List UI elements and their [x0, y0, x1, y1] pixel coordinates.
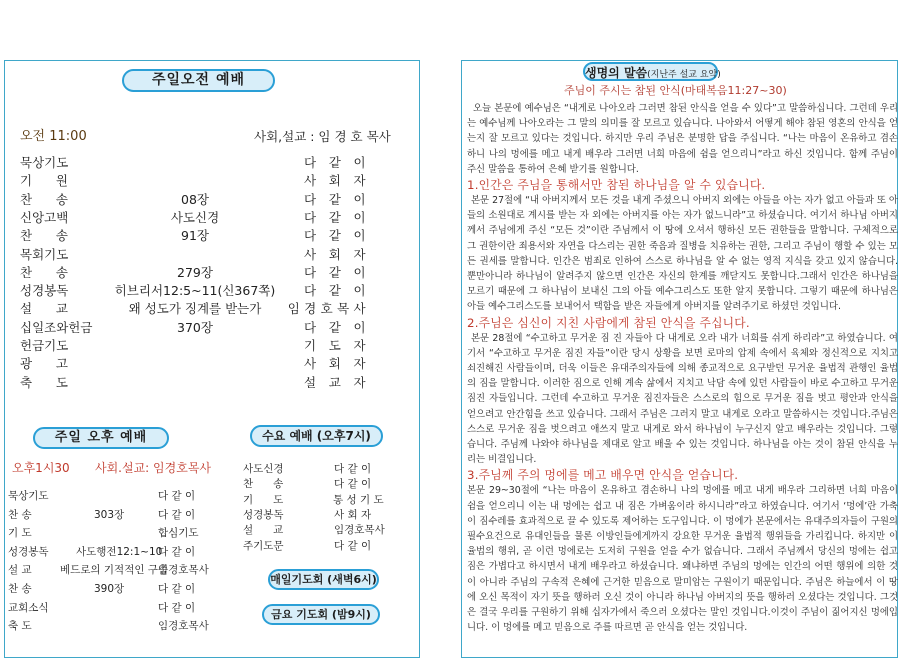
sermon-point-3-body: 본문 29~30절에 “나는 마음이 온유하고 겸손하니 나의 멍에를 메고 내게 배우라 그리하면 너희 마음이 쉼을 얻으리니 이는 내 멍에는 쉽고 내 짐은 가벼움이라 하시니라”라고 하였습니다. 여기서 ‘멍에’란 가축이 짐수레를 효과적으로 끌 수 있도록 제어하는 도구입니다. 이 멍에가 본문에서는 유대주의자들이 구원의 필수요건으로 유대인들을 물론 이방인들에게까지 강요한 무거운 율법적 행위들을 가리킵니다. 하지만 이 율법의 행위, 곧 이런 멍에로는 도저히 구원을 얻을 수가 없습니다. 그래서 주님께서 당신의 멍에는 쉽고 짐은 가볍다고 하시면서 내게 배우라고 하셨습니다. 왜냐하면 주님의 멍에는 인간의 어떤 행위에 의한 것이 아니라 주님의 구속적 은혜에 근거한 믿음으로 말미암는 구원이기 때문입니다. 주님은 하늘에서 이 땅에 오신 목적이 자기 뜻을 행하러 오신 것이 아니라 하나님 아버지의 뜻을 행하러 오셨다는 것입니다. 그것은 결국 우리를 구원하기 위해 십자가에서 죽으러 오셨다는 말인 것입니다.이것이 주님이 짊어지신 멍에입니다. 이 멍에를 메고 믿음으로 주를 따르면 곧 안식을 얻는 것입니다.: [467, 485, 898, 634]
order-person: 임경호목사: [158, 620, 209, 633]
order-item: 주기도문: [243, 539, 284, 552]
order-content: 370장: [177, 319, 213, 335]
order-content: 사도행전12:1~10: [76, 545, 163, 558]
order-content: 390장: [94, 583, 125, 595]
sermon-point-2-heading: 2.주님은 심신이 지친 사람에게 참된 안식을 주십니다.: [467, 315, 750, 330]
order-person: 다 같 이: [158, 545, 196, 558]
order-person: 다 같 이: [158, 583, 196, 595]
order-person: 설 교 자: [303, 374, 370, 390]
order-person: 다 같 이: [334, 463, 372, 475]
order-item: 설 교: [243, 524, 284, 537]
dawn-prayer-title: 매일기도회 (새벽6시): [268, 569, 379, 590]
order-person: 다 같 이: [158, 601, 196, 614]
order-item: 축 도: [20, 374, 68, 390]
order-person: 사 회 자: [303, 356, 370, 372]
order-item: 묵상기도: [8, 490, 49, 502]
sermon-title-main: 생명의 말씀: [585, 66, 648, 80]
wednesday-service-title: 수요 예배 (오후7시): [250, 425, 383, 447]
order-person: 다 같 이: [158, 490, 196, 502]
order-person: 임경호목사: [158, 564, 209, 577]
order-content: 303장: [94, 508, 125, 521]
sermon-point-1-body: 본문 27절에 “내 아버지께서 모든 것을 내게 주셨으니 아버지 외에는 아들을 아는 자가 없고 아들과 또 아들의 소원대로 계시를 받는 자 외에는 아버지를 아는 자가 없느니라”고 하셨습니다. 여기서 하나님 아버지께서 주님에게 주신 “모든 것”이란 주님께서 이 땅에 오셔서 행하신 모든 권한들을 말합니다. 구체적으로 그 권한이란 죄용서와 자연을 다스리는 권한 죽음과 질병을 치유하는 권한, 그리고 주님이 행할 수 있는 모든 권세를 말합니다. 인간은 범죄로 인하여 스스로 하나님을 알 수 없는 영적 지식을 갖고 있지 않습니다. 뿐만아니라 하나님이 알려주지 않으면 인간은 자신의 한계를 깨닫지도 못합니다.그래서 인간은 하나님을 모르기 때문에 그 하나님이 보내신 그의 아들 예수그리스도 또한 알지 못합니다. 그렇기 때문에 하나님은 아들 예수그리스도를 보내어서 택함을 받은 자들에게 아버지를 알려주기로 하셨던 것입니다.: [467, 195, 898, 313]
sermon-point-2-body: 본문 28절에 “수고하고 무거운 짐 진 자들아 다 내게로 오라 내가 너희를 쉬게 하리라”고 하였습니다. 여기서 “수고하고 무거운 짐진 자들”이란 당시 상황을 보면 로마의 압제 속에서 육체와 정신적으로 지치고 쇠진해진 사람들이며, 더욱 이들은 유대주의자들에 의해 종교적으로 요구받던 무거운 율법적 관행인 율법의 짐을 말합니다. 이러한 짐으로 인해 계속 삶에서 지치고 낙담 속에 있던 사람들이 바로 수고하고 무거운 짐진 자들입니다. 그런데 수고하고 무거운 짐진자들은 스스로의 힘으로 무거운 짐을 벗고 평안과 안식을 얻으려고 안간힘을 쓰고 있습니다. 그래서 주님은 그러지 말고 내게로 오라고 말씀하시는 것입니다.주님은 스스로 무거운 짐을 벗으려고 애쓰지 말고 내게로 와서 하나님이 누구신지 알고 배우라는 것입니다. 그렇습니다. 주님께 나와야 하나님을 제대로 알고 배울 수 있는 것입니다. 하나님을 아는 것이 참된 안식을 누리는 비결입니다.: [467, 332, 898, 466]
order-item: 찬 송: [20, 191, 68, 207]
order-item: 기 도: [243, 493, 284, 506]
order-person: 사 회 자: [303, 246, 370, 262]
afternoon-service-time: 오후1시30: [12, 461, 70, 475]
order-item: 십일조와헌금: [20, 319, 93, 335]
order-person: 통 성 기 도: [333, 493, 384, 506]
order-item: 신앙고백: [20, 209, 69, 225]
order-person: 사 회 자: [303, 173, 370, 189]
order-person: 임경호목사: [334, 524, 385, 537]
sermon-intro: 오늘 본문에 예수님은 “내게로 나아오라 그러면 참된 안식을 얻을 수 있다”고 말씀하십니다. 그런데 우리는 예수님께 나아오라는 그 말의 의미를 잘 모르고 있습니다. 나아와서 어떻게 해야 참된 영혼의 안식을 얻는지 잘 모르고 있다는 것입니다. 하지만 우리 주님은 분명한 답을 주십니다. “나는 마음이 온유하고 겸손하니 나의 멍에를 메고 내게 배우라 그러면 너희 마음에 쉼을 얻으리니”라고 하신 것입니다. 함께 주님이 주신 말씀을 통하여 은혜 받기를 원합니다.: [467, 103, 898, 175]
order-person: 기 도 자: [303, 338, 370, 353]
order-item: 찬 송: [243, 478, 284, 491]
afternoon-service-officiant: 사회.설교: 임경호목사: [95, 461, 212, 475]
order-item: 목회기도: [20, 246, 69, 262]
order-item: 광 고: [20, 356, 68, 372]
order-item: 교회소식: [8, 601, 49, 614]
sermon-point-3-heading: 3.주님께 주의 멍에를 메고 배우면 안식을 얻습니다.: [467, 468, 739, 483]
order-content: 91장: [181, 228, 209, 244]
sermon-point-1-heading: 1.인간은 주님을 통해서만 참된 하나님을 알 수 있습니다.: [467, 178, 766, 193]
order-person: 다 같 이: [303, 228, 370, 244]
order-item: 찬 송: [20, 264, 68, 280]
order-item: 성경봉독: [8, 545, 49, 558]
order-person: 다 같 이: [303, 283, 370, 299]
order-item: 성경봉독: [20, 283, 69, 299]
order-item: 찬 송: [8, 508, 32, 521]
order-content: 베드로의 기적적인 구출: [60, 564, 169, 577]
order-person: 다 같 이: [303, 209, 370, 225]
order-person: 합심기도: [158, 527, 199, 540]
order-item: 축 도: [8, 620, 32, 633]
order-content: 08장: [181, 191, 209, 207]
order-item: 헌금기도: [20, 338, 69, 353]
order-content: 사도신경: [170, 209, 220, 225]
order-item: 설 교: [20, 301, 68, 317]
morning-service-title: 주일오전 예배: [122, 69, 275, 92]
order-person: 사 회 자: [334, 508, 372, 521]
sermon-title-sub: (지난주 설교 요약): [647, 70, 721, 80]
order-person: 다 같 이: [303, 264, 370, 280]
afternoon-service-title: 주일 오후 예배: [33, 427, 169, 449]
order-person: 다 같 이: [158, 508, 196, 521]
order-item: 설 교: [8, 564, 32, 577]
morning-service-officiant: 사회,설교 : 임 경 호 목사: [254, 129, 391, 144]
order-person: 다 같 이: [303, 319, 370, 335]
order-person: 다 같 이: [334, 539, 372, 552]
order-person: 다 같 이: [303, 191, 370, 207]
sermon-body: [467, 101, 898, 636]
order-item: 성경봉독: [243, 508, 284, 521]
order-content: 279장: [177, 264, 213, 280]
order-person: 다 같 이: [334, 478, 372, 491]
order-person: 다 같 이: [303, 155, 370, 170]
order-item: 기 도: [8, 527, 32, 540]
order-item: 사도신경: [243, 463, 284, 475]
order-content: 히브리서12:5~11(신367쪽): [114, 283, 276, 299]
order-item: 찬 송: [20, 228, 68, 244]
friday-prayer-title: 금요 기도회 (밤9시): [262, 604, 380, 625]
sermon-subtitle: 주님이 주시는 참된 안식(마태복음11:27~30): [564, 84, 787, 97]
morning-service-time: 오전 11:00: [20, 129, 87, 144]
order-item: 기 원: [20, 173, 68, 189]
sermon-title-badge: [583, 62, 721, 81]
order-item: 찬 송: [8, 583, 32, 595]
order-content: 왜 성도가 징계를 받는가: [128, 301, 262, 317]
order-item: 묵상기도: [20, 155, 69, 170]
order-person: 임경호목사: [287, 301, 370, 317]
